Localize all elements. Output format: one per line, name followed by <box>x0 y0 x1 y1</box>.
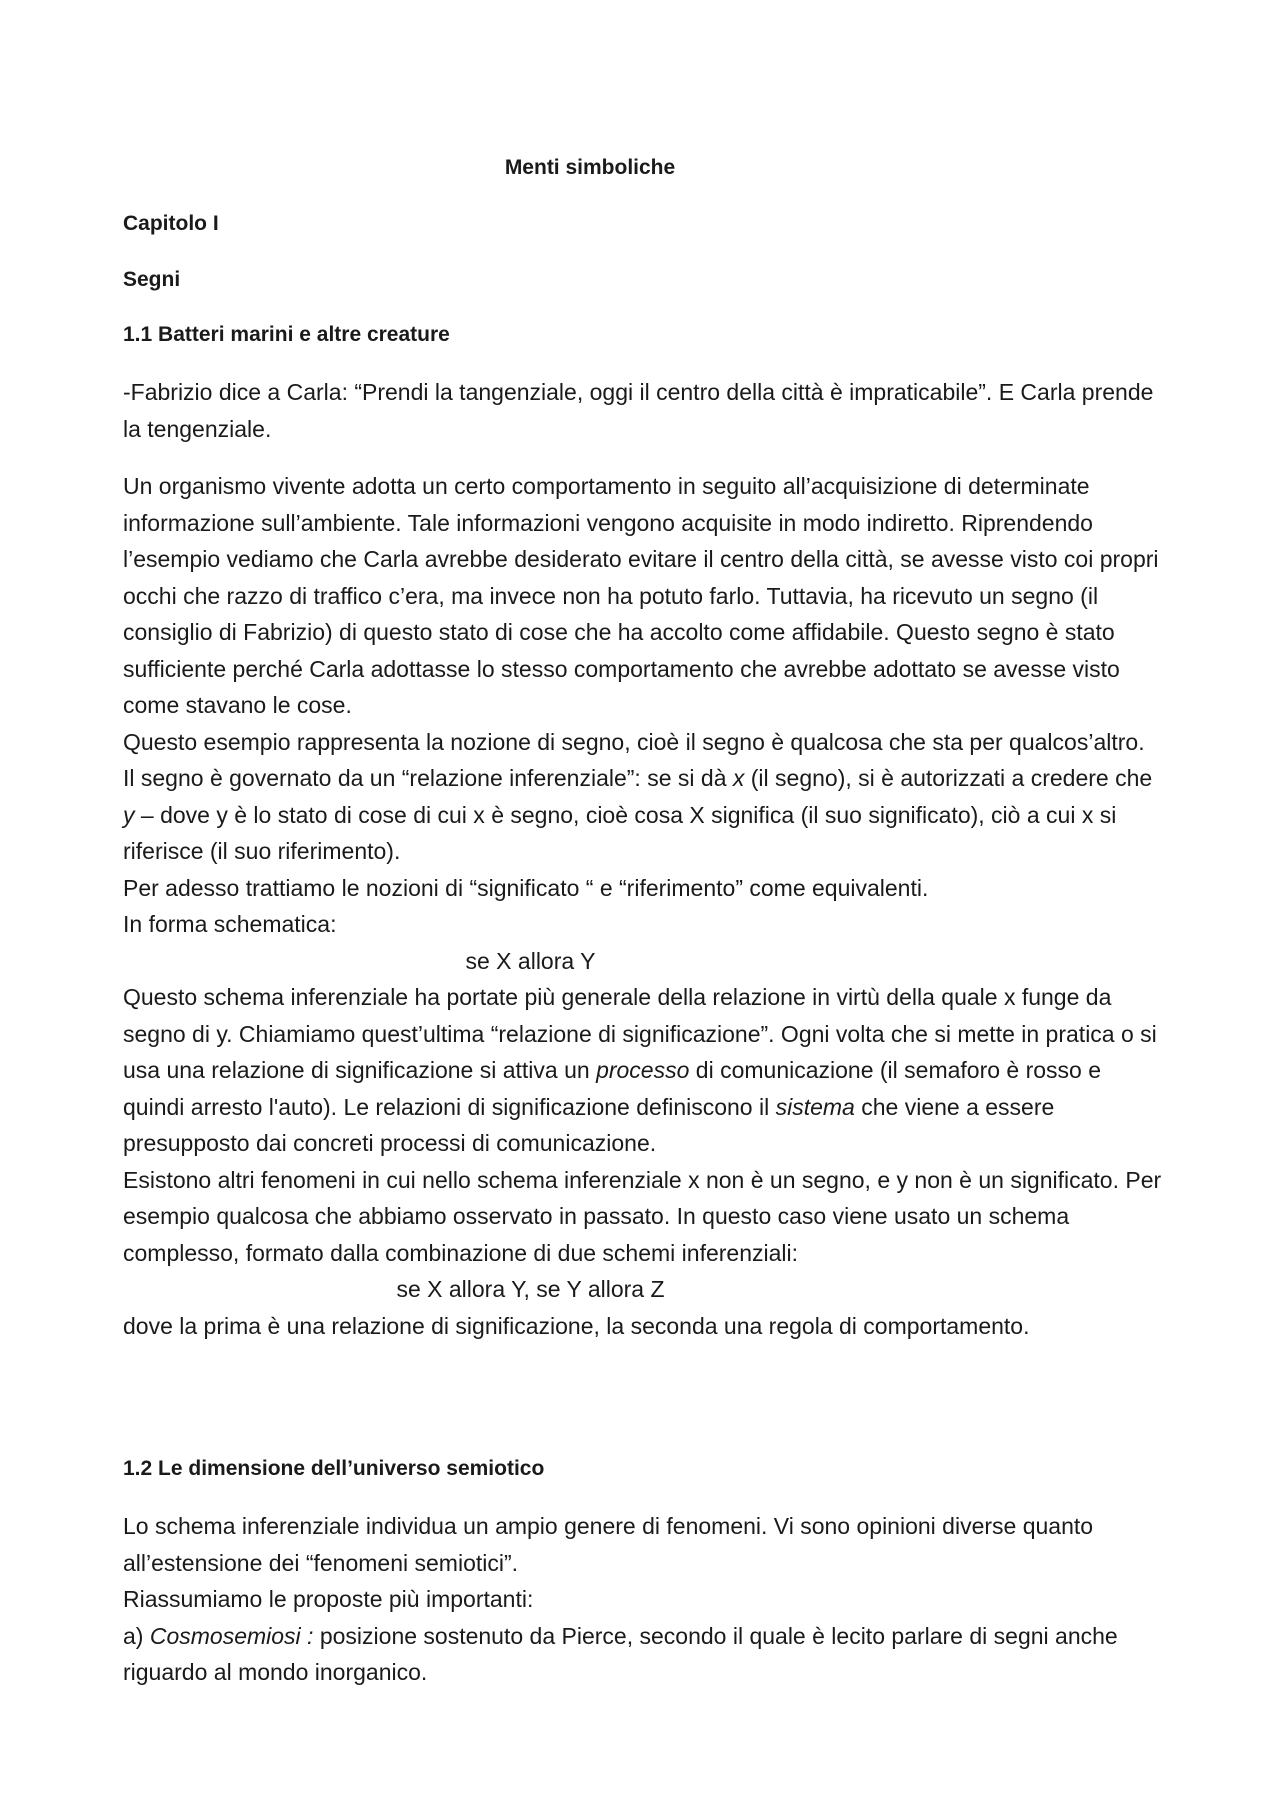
section-2-body <box>123 1508 1168 1691</box>
formula: se X allora Y, se Y allora Z <box>396 1276 665 1302</box>
section-title: Batteri marini e altre creature <box>158 323 450 346</box>
variable-x: x <box>732 765 745 791</box>
paragraph-text: Lo schema inferenziale individua un ampio genere di fenomeni. Vi sono opinioni diverse quanto all’estensione dei “fenomeni semiotici”. <box>123 1513 1094 1576</box>
emphasis-sistema: sistema <box>775 1093 855 1120</box>
emphasis-processo: processo <box>596 1057 690 1083</box>
paragraph-text: Il segno è governato da un “relazione inferenziale”: se si dà x (il segno), si è autorizzati a credere che y – dove y è lo stato di cose di cui x è segno, cioè cosa X significa (il suo significato), ciò a cui x si riferisce (il suo riferimento). <box>123 765 1153 864</box>
section-number: 1.1 <box>123 323 153 346</box>
paragraph-text: Riassumiamo le proposte più importanti: <box>123 1586 534 1612</box>
paragraph-text: Un organismo vivente adotta un certo comportamento in seguito all’acquisizione di determinate informazione sull’ambiente. Tale informazioni vengono acquisite in modo indiretto. Riprendendo l’esempio vediamo che Carla avrebbe desiderato evitare il centro della città, se avesse visto coi propri occhi che razzo di traffico c’era, ma invece non ha potuto farlo. Tuttavia, ha ricevuto un segno (il consiglio di Fabrizio) di questo stato di cose che ha accolto come affidabile. Questo segno è stato sufficiente perché Carla adottasse lo stesso comportamento che avrebbe adottato se avesse visto come stavano le cose. <box>123 473 1159 718</box>
section-2-heading: 1.2 Le dimensione dell’universo semiotico <box>123 1457 545 1480</box>
paragraph-1 <box>123 374 1168 447</box>
section-1-body <box>123 468 1168 1344</box>
list-item: a) Cosmosemiosi : posizione sostenuto da Pierce, secondo il quale è lecito parlare di segni anche riguardo al mondo inorganico. <box>123 1622 1118 1685</box>
paragraph-text: Esistono altri fenomeni in cui nello schema inferenziale x non è un segno, e y non è un significato. Per esempio qualcosa che abbiamo osservato in passato. In questo caso viene usato un schema complesso, formato dalla combinazione di due schemi inferenziali: <box>123 1166 1162 1266</box>
chapter-heading: Capitolo I <box>123 212 219 235</box>
section-1-heading <box>123 323 450 347</box>
paragraph-text: -Fabrizio dice a Carla: “Prendi la tangenziale, oggi il centro della città è impraticabile”. E Carla prende la tengenziale. <box>123 379 1154 442</box>
paragraph-text: dove la prima è una relazione di significazione, la seconda una regola di comportamento. <box>123 1312 1030 1339</box>
paragraph-text: Questo esempio rappresenta la nozione di segno, cioè il segno è qualcosa che sta per qualcos’altro. <box>123 728 1145 755</box>
paragraph-text: Per adesso trattiamo le nozioni di “significato “ e “riferimento” come equivalenti. <box>123 874 929 901</box>
formula: se X allora Y <box>465 947 596 974</box>
document-title: Menti simboliche <box>504 156 676 179</box>
term-cosmosemiosi: Cosmosemiosi : <box>149 1622 314 1649</box>
paragraph-text: In forma schematica: <box>123 911 337 937</box>
chapter-subtitle: Segni <box>123 268 181 291</box>
variable-y: y <box>123 801 135 828</box>
paragraph-text: Questo schema inferenziale ha portate più generale della relazione in virtù della quale x funge da segno di y. Chiamiamo quest’ultima “relazione di significazione”. Ogni volta che si mette in pratica o si usa una relazione di significazione si attiva un processo di comunicazione (il semaforo è rosso e quindi arresto l'auto). Le relazioni di significazione definiscono il sistema che viene a essere presupposto dai concreti processi di comunicazione. <box>123 984 1157 1156</box>
